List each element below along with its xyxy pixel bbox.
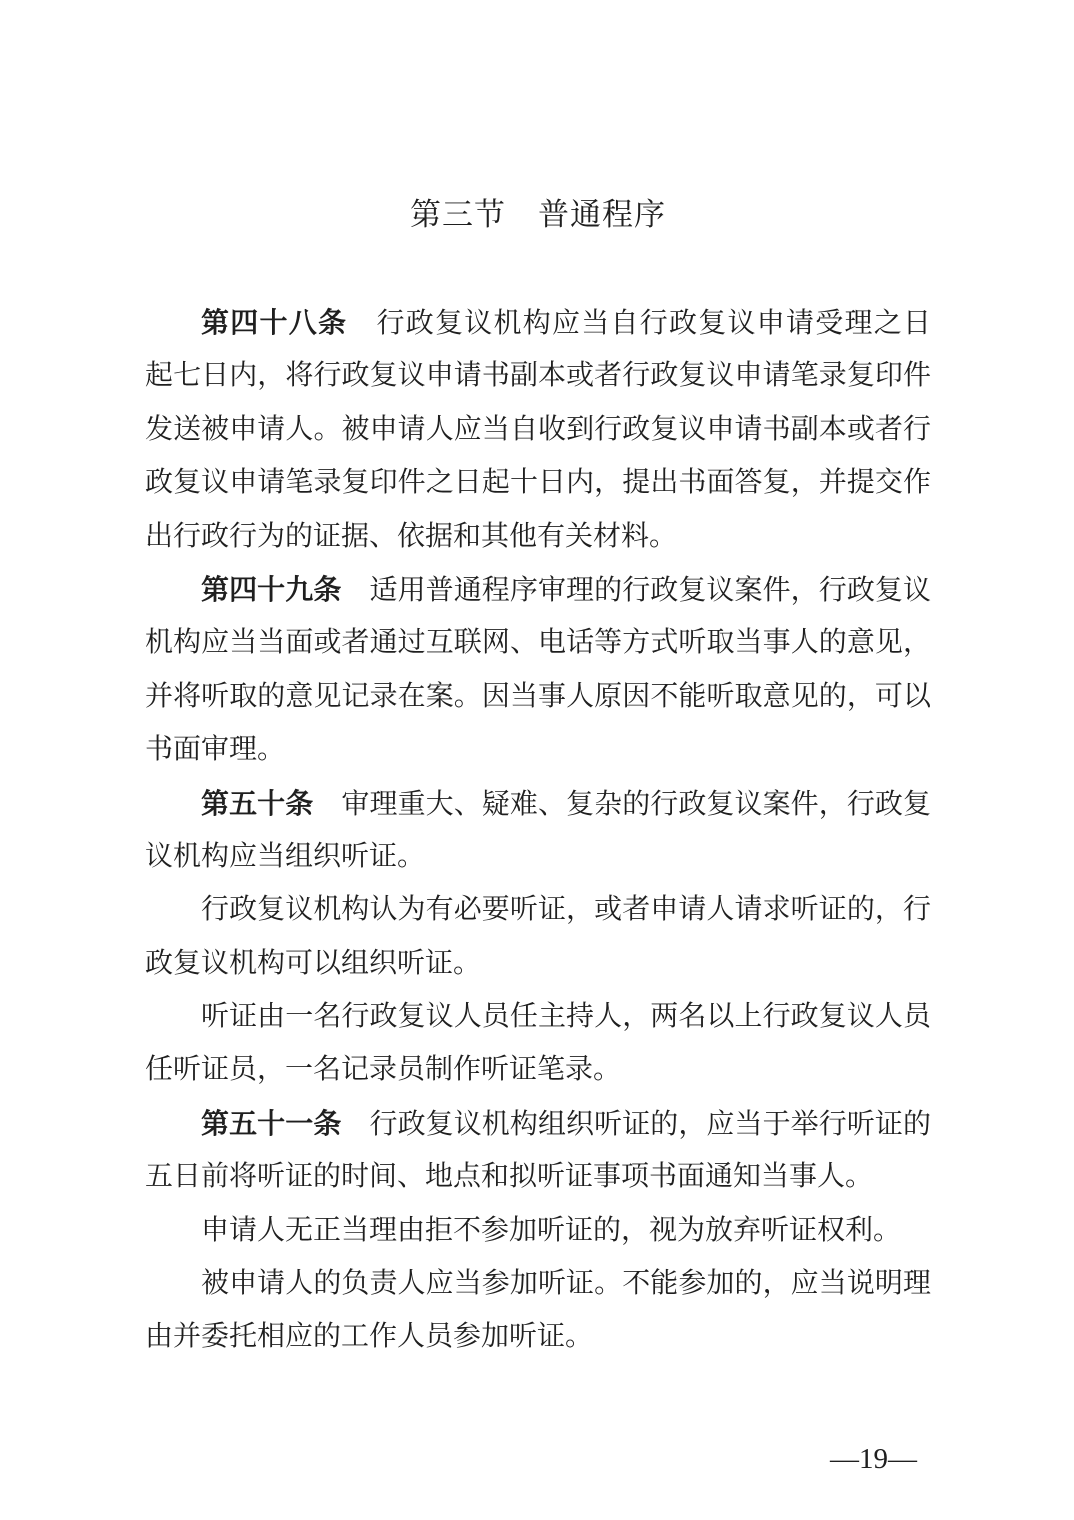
text-line: 五日前将听证的时间、地点和拟听证事项书面通知当事人。 (145, 1161, 874, 1193)
article-number: 第四十八条 (201, 307, 348, 338)
text-line: 并将听取的意见记录在案。因当事人原因不能听取意见的，可以 (145, 680, 931, 712)
text-line: 议机构应当组织听证。 (145, 840, 426, 872)
text-line: 行政复议机构认为有必要听证，或者申请人请求听证的，行 (201, 894, 931, 926)
text-line: 第四十八条 行政复议机构应当自行政复议申请受理之日 (201, 307, 931, 339)
text-line: 政复议申请笔录复印件之日起十日内，提出书面答复，并提交作 (145, 467, 931, 499)
text-lines (145, 296, 931, 1364)
text-line: 发送被申请人。被申请人应当自收到行政复议申请书副本或者行 (145, 413, 931, 445)
page-number: —19— (830, 1443, 917, 1475)
text-line: 出行政行为的证据、依据和其他有关材料。 (145, 520, 678, 552)
article-number: 第五十一条 (201, 1107, 342, 1139)
article-number: 第四十九条 (201, 573, 342, 605)
text-line: 书面审理。 (145, 734, 286, 766)
text-line: 被申请人的负责人应当参加听证。不能参加的，应当说明理 (201, 1268, 931, 1300)
text-line: 第四十九条 适用普通程序审理的行政复议案件，行政复议 (201, 573, 931, 606)
text-line: 申请人无正当理由拒不参加听证的，视为放弃听证权利。 (201, 1214, 902, 1246)
article-number: 第五十条 (201, 787, 314, 819)
text-line: 任听证员，一名记录员制作听证笔录。 (145, 1054, 622, 1086)
text-line: 第五十条 审理重大、疑难、复杂的行政复议案件，行政复 (201, 787, 931, 820)
text-line: 听证由一名行政复议人员任主持人，两名以上行政复议人员 (201, 1001, 931, 1033)
text-line: 起七日内，将行政复议申请书副本或者行政复议申请笔录复印件 (145, 360, 931, 392)
text-line: 机构应当当面或者通过互联网、电话等方式听取当事人的意见， (145, 627, 931, 659)
text-line: 由并委托相应的工作人员参加听证。 (145, 1321, 594, 1353)
text-line: 政复议机构可以组织听证。 (145, 947, 482, 979)
text-line: 第五十一条 行政复议机构组织听证的，应当于举行听证的 (201, 1107, 931, 1140)
section-title: 第三节 普通程序 (410, 197, 666, 232)
